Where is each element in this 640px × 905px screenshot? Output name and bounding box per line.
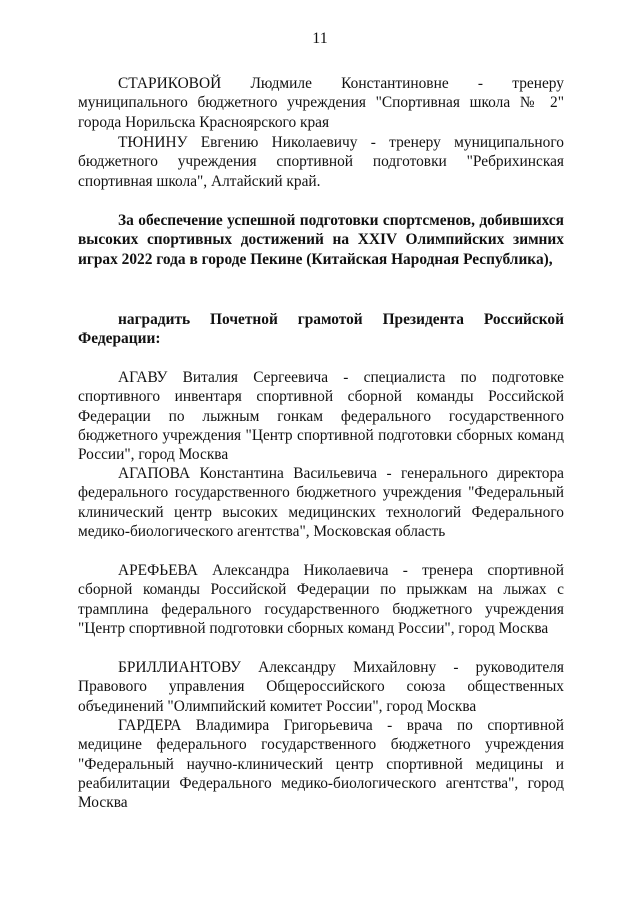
paragraph-achievement-intro: За обеспечение успешной подготовки спортсменов, добившихся высоких спортивных достижений на XXIV Олимпийских зимних играх 2022 года в городе Пекине (Китайская Народная Республика), <box>78 212 564 268</box>
paragraph-brilliantovu: БРИЛЛИАНТОВУ Александру Михайловну - руководителя Правового управления Общероссийского союза общественных объединений "Олимпийский комитет России", город Москва <box>78 659 564 715</box>
paragraph-tyuninu: ТЮНИНУ Евгению Николаевичу - тренеру муниципального бюджетного учреждения спортивной подготовки "Ребрихинская спортивная школа", Алтайский край. <box>78 134 564 190</box>
paragraph-agavu: АГАВУ Виталия Сергеевича - специалиста по подготовке спортивного инвентаря спортивной сборной команды Российской Федерации по лыжным гонкам федерального государственного бюджетного учреждения "Центр спортивной подготовки сборных команд России", город Москва <box>78 369 564 464</box>
paragraph-agapova: АГАПОВА Константина Васильевича - генерального директора федерального государственного бюджетного учреждения "Федеральный клинический центр высоких медицинских технологий Федерального медико-биологического агентства", Московская область <box>78 465 564 540</box>
paragraph-arefyeva: АРЕФЬЕВА Александра Николаевича - тренера спортивной сборной команды Российской Федерации по прыжкам на лыжах с трамплина федерального государственного бюджетного учреждения "Центр спортивной подготовки сборных команд России", город Москва <box>78 562 564 637</box>
page-number: 11 <box>312 30 328 47</box>
paragraph-gardera: ГАРДЕРА Владимира Григорьевича - врача по спортивной медицине федерального государственного бюджетного учреждения "Федеральный научно-клинический центр спортивной медицины и реабилитации Федерального медико-биологического агентства", город Москва <box>78 717 564 812</box>
paragraph-starikovoy: СТАРИКОВОЙ Людмиле Константиновне - тренеру муниципального бюджетного учреждения "Спортивная школа № 2" города Норильска Красноярского края <box>78 75 564 131</box>
paragraph-award-statement: наградить Почетной грамотой Президента Российской Федерации: <box>78 311 564 348</box>
